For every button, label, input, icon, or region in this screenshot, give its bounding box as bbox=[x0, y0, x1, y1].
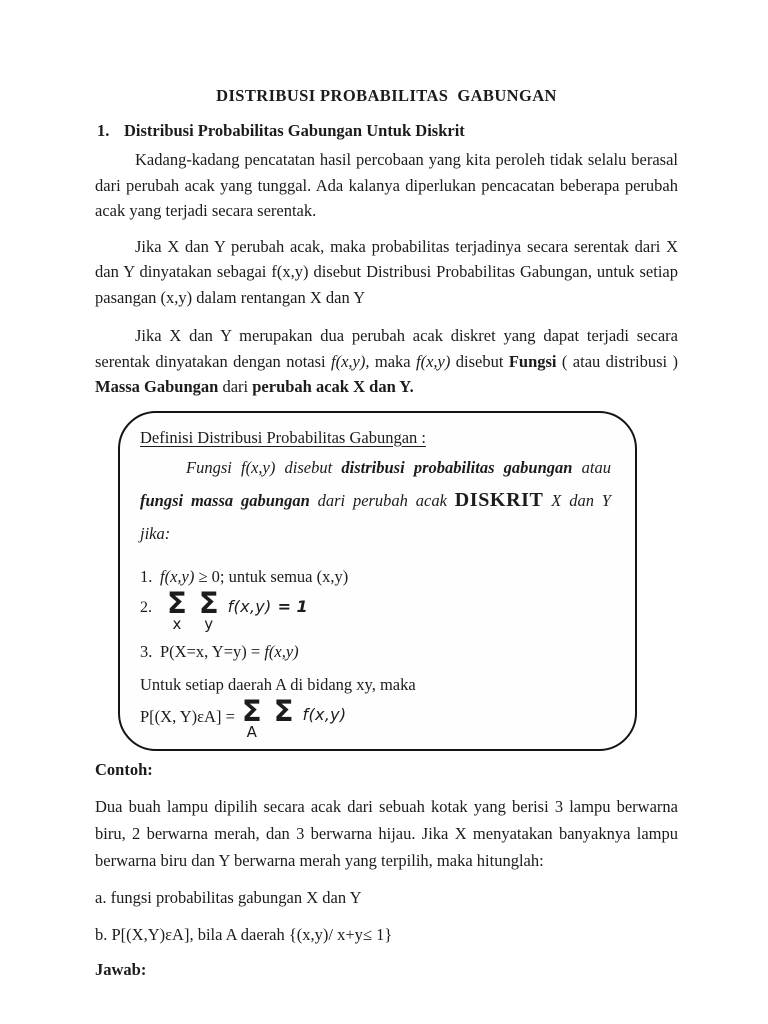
item-number: 1. bbox=[140, 567, 153, 586]
definition-box bbox=[118, 411, 637, 752]
fxy-notation: f(x,y) bbox=[416, 351, 451, 371]
paragraph-2: Jika X dan Y perubah acak, maka probabilitas terjadinya secara serentak dari X dan Y dinyatakan sebagai f(x,y) disebut Distribusi Probabilitas Gabungan, untuk setiap pasangan (x,y) dalam rentangan X dan Y bbox=[95, 236, 678, 307]
fxy-notation: f(x,y), bbox=[331, 351, 370, 371]
contoh-label: Contoh: bbox=[95, 760, 153, 779]
probability-formula bbox=[140, 694, 611, 741]
equals-one: = 1 bbox=[277, 597, 308, 616]
region-note: Untuk setiap daerah A di bidang xy, maka bbox=[140, 675, 416, 694]
sum-subscript: y bbox=[204, 615, 214, 633]
condition-3 bbox=[140, 641, 611, 662]
sum-subscript: x bbox=[172, 615, 182, 633]
fxy-notation: f(x,y) bbox=[264, 642, 299, 661]
definition-intro bbox=[140, 451, 611, 550]
condition-2-formula bbox=[140, 586, 611, 633]
bold-term: Fungsi bbox=[508, 351, 557, 371]
sigma-icon: Σ bbox=[167, 586, 187, 620]
text-run: Jika X dan Y merupakan dua perubah acak diskret yang dapat terjadi secara serentak dinyatakan dengan notasi bbox=[95, 326, 678, 371]
sigma-icon: Σ bbox=[273, 694, 294, 728]
definition-box-heading: Definisi Distribusi Probabilitas Gabungan : bbox=[140, 427, 426, 447]
summation-over-A bbox=[241, 694, 262, 741]
fxy-expression: f(x,y) bbox=[227, 597, 272, 616]
probability-lhs: P[(X, Y)εA] = bbox=[140, 707, 235, 726]
text-run: X dan Y jika: bbox=[140, 490, 611, 543]
text-run: ≥ 0; untuk semua (x,y) bbox=[194, 567, 349, 586]
document-title: DISTRIBUSI PROBABILITAS GABUNGAN bbox=[216, 86, 557, 105]
bold-italic-term: distribusi probabilitas gabungan bbox=[341, 457, 573, 477]
question-item-b: b. P[(X,Y)εA], bila A daerah {(x,y)/ x+y≤ 1} bbox=[95, 925, 393, 944]
condition-1 bbox=[140, 566, 611, 587]
text-run: dari perubah acak bbox=[309, 490, 455, 510]
question-item-a: a. fungsi probabilitas gabungan X dan Y bbox=[95, 888, 362, 907]
fxy-notation: f(x,y) bbox=[160, 567, 195, 586]
sum-subscript: A bbox=[246, 723, 257, 741]
bold-term: Massa Gabungan bbox=[95, 377, 219, 396]
text-run: ( atau distribusi ) bbox=[556, 351, 678, 371]
section-heading-text: Distribusi Probabilitas Gabungan Untuk Diskrit bbox=[124, 121, 465, 140]
example-paragraph: Dua buah lampu dipilih secara acak dari sebuah kotak yang berisi 3 lampu berwarna biru, 2 berwarna merah, dan 3 berwarna hijau. Jika X menyatakan banyaknya lampu berwarna biru dan Y berwarna merah yang terpilih, maka hitunglah: bbox=[95, 797, 678, 870]
sigma-icon: Σ bbox=[198, 586, 219, 620]
item-number: 2. bbox=[140, 599, 152, 616]
text-run: disebut bbox=[450, 351, 509, 371]
fxy-expression: f(x,y) bbox=[302, 705, 347, 724]
text-run: dari bbox=[218, 377, 253, 396]
section-number: 1. bbox=[97, 121, 110, 140]
bold-italic-term: fungsi massa gabungan bbox=[140, 490, 310, 510]
text-run: Fungsi f(x,y) disebut bbox=[186, 457, 342, 477]
item-number: 3. bbox=[140, 642, 153, 661]
diskrit-term: DISKRIT bbox=[454, 488, 544, 511]
text-run: P(X=x, Y=y) = bbox=[160, 642, 265, 661]
paragraph-3 bbox=[95, 323, 678, 400]
section-heading bbox=[95, 120, 678, 141]
summation-over-y bbox=[198, 586, 219, 633]
text-run: atau bbox=[572, 457, 611, 477]
jawab-label: Jawab: bbox=[95, 960, 147, 979]
paragraph-1: Kadang-kadang pencatatan hasil percobaan yang kita peroleh tidak selalu berasal dari perubah acak yang tunggal. Ada kalanya diperlukan pencacatan beberapa perubah acak yang terjadi secara serentak. bbox=[95, 150, 678, 220]
bold-term: perubah acak X dan Y. bbox=[252, 377, 414, 396]
summation-over-x bbox=[167, 586, 187, 633]
summation-inner bbox=[273, 694, 294, 739]
sigma-icon: Σ bbox=[241, 694, 262, 728]
text-run: maka bbox=[369, 351, 417, 371]
